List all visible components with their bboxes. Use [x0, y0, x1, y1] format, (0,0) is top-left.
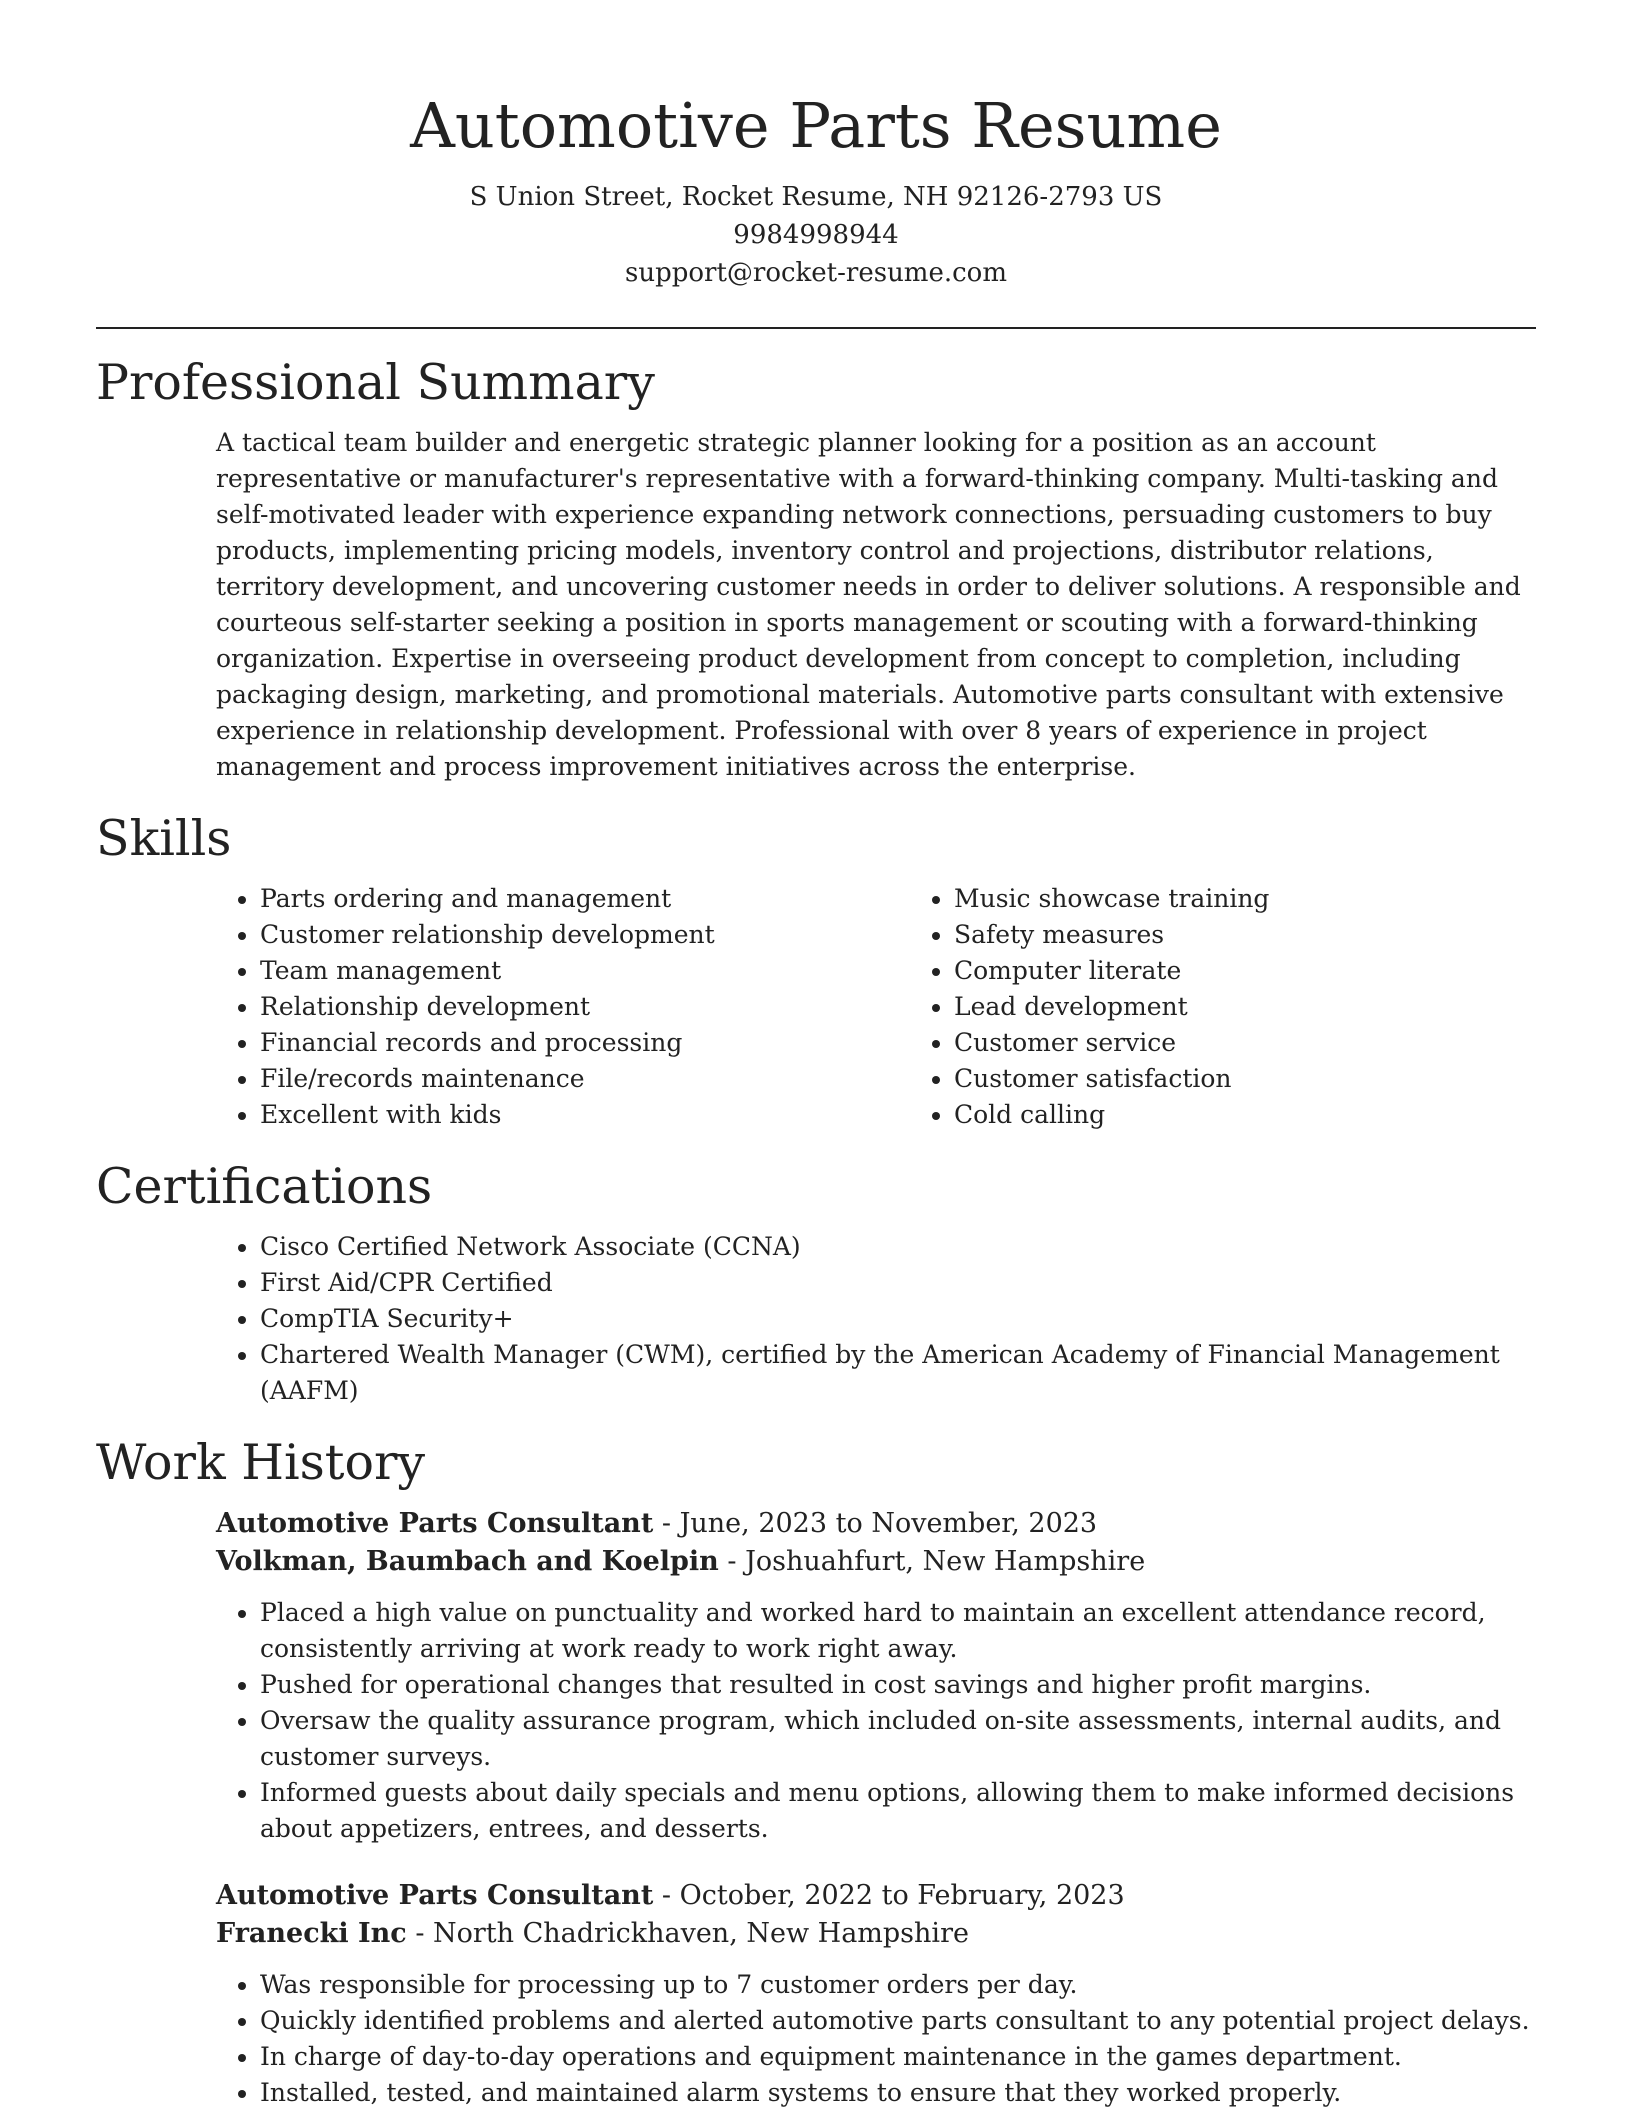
- list-item: • Oversaw the quality assurance program, which included on-site assessments, internal audits, and customer surveys.: [260, 1703, 1536, 1775]
- job-location: - North Chadrickhaven, New Hampshire: [406, 1918, 969, 1949]
- list-item: • Team management: [260, 953, 910, 989]
- header-divider: [96, 327, 1536, 329]
- job-title-line: [216, 1877, 1536, 1915]
- job-dates: - October, 2022 to February, 2023: [653, 1880, 1125, 1911]
- job-company-line: [216, 1915, 1536, 1953]
- certifications-heading: Certifications: [96, 1158, 433, 1215]
- contact-info: [96, 178, 1536, 292]
- resume-title: Automotive Parts Resume: [410, 89, 1222, 162]
- work-history-section: [96, 1433, 1536, 2111]
- list-item: • Chartered Wealth Manager (CWM), certified by the American Academy of Financial Management (AAFM): [260, 1337, 1536, 1409]
- list-item: • Parts ordering and management: [260, 881, 910, 917]
- list-item: • Relationship development: [260, 989, 910, 1025]
- list-item: • Informed guests about daily specials and menu options, allowing them to make informed decisions about appetizers, entrees, and desserts.: [260, 1775, 1536, 1847]
- skills-section: [96, 809, 1536, 1133]
- phone: 9984998944: [733, 220, 899, 250]
- list-item: • Placed a high value on punctuality and worked hard to maintain an excellent attendance record, consistently arriving at work ready to work right away.: [260, 1595, 1536, 1667]
- job-entry: [216, 1877, 1536, 2111]
- list-item: • Cold calling: [954, 1097, 1604, 1133]
- skills-list-right: [910, 881, 1604, 1133]
- list-item: • Was responsible for processing up to 7 customer orders per day.: [260, 1967, 1536, 2003]
- list-item: • First Aid/CPR Certified: [260, 1265, 1536, 1301]
- summary-text: A tactical team builder and energetic strategic planner looking for a position as an account representative or manufacturer's representative with a forward-thinking company. Multi-tasking and self-motivated leader with experience expanding network connections, persuading customers to buy products, implementing pricing models, inventory control and projections, distributor relations, territory development, and uncovering customer needs in order to deliver solutions. A responsible and courteous self-starter seeking a position in sports management or scouting with a forward-thinking organization. Expertise in overseeing product development from concept to completion, including packaging design, marketing, and promotional materials. Automotive parts consultant with extensive experience in relationship development. Professional with over 8 years of experience in project management and process improvement initiatives across the enterprise.: [216, 428, 1521, 781]
- list-item: • Pushed for operational changes that resulted in cost savings and higher profit margins.: [260, 1667, 1536, 1703]
- resume-header: [96, 0, 1536, 329]
- list-item: • File/records maintenance: [260, 1061, 910, 1097]
- list-item: • Customer relationship development: [260, 917, 910, 953]
- summary-heading: Professional Summary: [96, 354, 655, 411]
- email: support@rocket-resume.com: [624, 258, 1007, 288]
- address: S Union Street, Rocket Resume, NH 92126-2793 US: [469, 182, 1163, 212]
- job-company: Volkman, Baumbach and Koelpin: [216, 1546, 719, 1577]
- list-item: • Installed, tested, and maintained alarm systems to ensure that they worked properly.: [260, 2075, 1536, 2111]
- list-item: • Customer satisfaction: [954, 1061, 1604, 1097]
- summary-section: [96, 353, 1536, 785]
- list-item: • In charge of day-to-day operations and equipment maintenance in the games department.: [260, 2039, 1536, 2075]
- job-company-line: [216, 1543, 1536, 1581]
- list-item: • Lead development: [954, 989, 1604, 1025]
- list-item: • CompTIA Security+: [260, 1301, 1536, 1337]
- work-history-heading: Work History: [96, 1434, 426, 1491]
- job-location: - Joshuahfurt, New Hampshire: [718, 1546, 1146, 1577]
- list-item: • Quickly identified problems and alerted automotive parts consultant to any potential project delays.: [260, 2003, 1536, 2039]
- list-item: • Computer literate: [954, 953, 1604, 989]
- list-item: • Safety measures: [954, 917, 1604, 953]
- skills-list-left: [216, 881, 910, 1133]
- job-dates: - June, 2023 to November, 2023: [653, 1508, 1098, 1539]
- job-entry: [216, 1505, 1536, 1847]
- certifications-list: [216, 1229, 1536, 1409]
- job-bullets: [216, 1967, 1536, 2111]
- list-item: • Financial records and processing: [260, 1025, 910, 1061]
- list-item: • Cisco Certified Network Associate (CCNA): [260, 1229, 1536, 1265]
- job-bullets: [216, 1595, 1536, 1847]
- list-item: • Excellent with kids: [260, 1097, 910, 1133]
- list-item: • Music showcase training: [954, 881, 1604, 917]
- certifications-section: [96, 1157, 1536, 1409]
- job-role: Automotive Parts Consultant: [216, 1508, 654, 1539]
- job-title-line: [216, 1505, 1536, 1543]
- job-company: Franecki Inc: [216, 1918, 407, 1949]
- list-item: • Customer service: [954, 1025, 1604, 1061]
- skills-heading: Skills: [96, 810, 232, 867]
- job-role: Automotive Parts Consultant: [216, 1880, 654, 1911]
